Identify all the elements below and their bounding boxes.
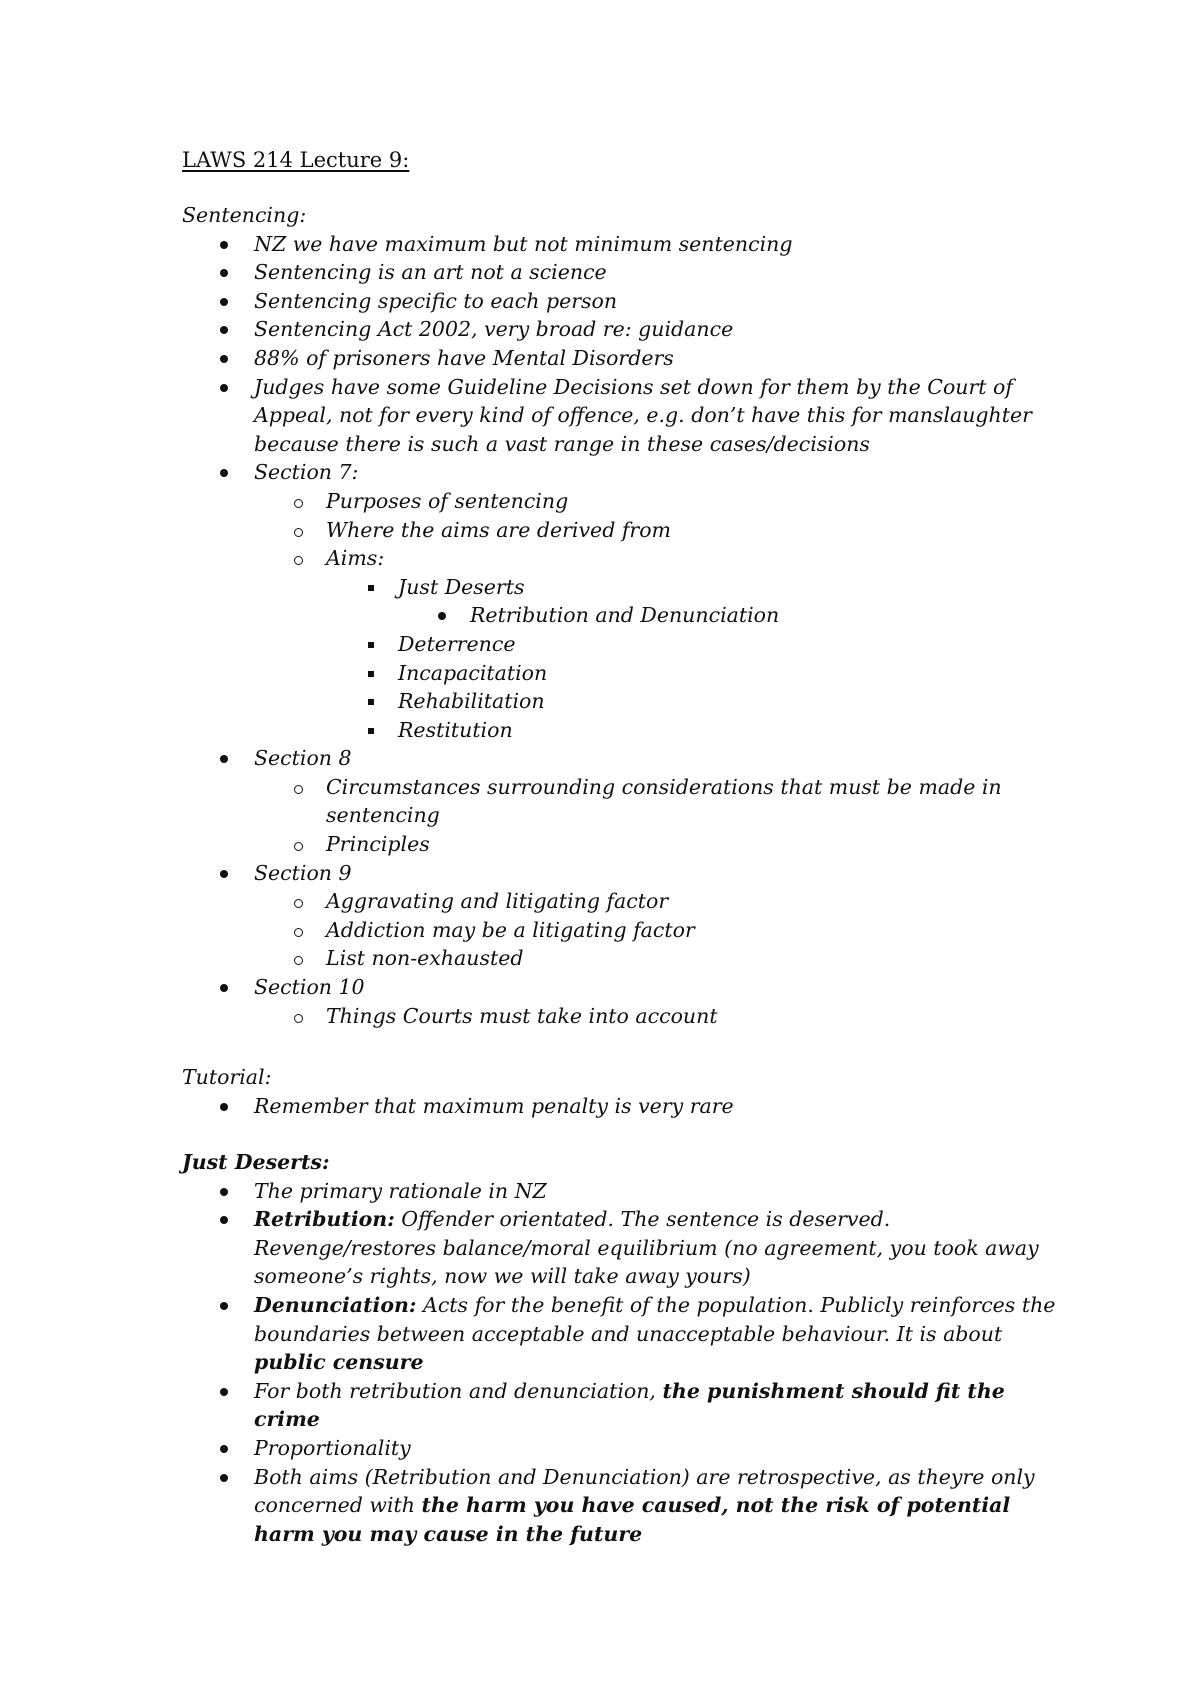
section-7-item: Section 7: (182, 458, 1062, 487)
list-item: List non-exhausted (182, 944, 1062, 973)
section-9-item: Section 9 (182, 859, 1062, 888)
list-item: Just Deserts (182, 573, 1062, 602)
list-item: Principles (182, 830, 1062, 859)
bullet-icon (220, 1188, 228, 1196)
list-item: Deterrence (182, 630, 1062, 659)
list-item: Remember that maximum penalty is very rare (182, 1092, 1062, 1121)
page-title: LAWS 214 Lecture 9: (182, 148, 410, 172)
bullet-icon (438, 612, 446, 620)
section-10-item: Section 10 (182, 973, 1062, 1002)
list-item: 88% of prisoners have Mental Disorders (182, 344, 1062, 373)
bullet-icon (220, 355, 228, 363)
list-item: Things Courts must take into account (182, 1002, 1062, 1031)
circle-bullet-icon (294, 899, 303, 908)
list-item: Proportionality (182, 1434, 1062, 1463)
bullet-icon (220, 269, 228, 277)
sentencing-section (182, 201, 1062, 1030)
bullet-icon (220, 1474, 228, 1482)
list-item: Both aims (Retribution and Denunciation) are retrospective, as theyre only concerned with the harm you have caused, not the risk of potential harm you may cause in the future (182, 1463, 1062, 1549)
circle-bullet-icon (294, 842, 303, 851)
square-bullet-icon (368, 585, 374, 591)
bullet-icon (220, 984, 228, 992)
list-item: Judges have some Guideline Decisions set down for them by the Court of Appeal, not for every kind of offence, e.g. don’t have this for manslaughter because there is such a vast range in these cases/decisions (182, 373, 1062, 459)
bullet-icon (220, 755, 228, 763)
circle-bullet-icon (294, 785, 303, 794)
list-item: Sentencing is an art not a science (182, 258, 1062, 287)
list-item: Purposes of sentencing (182, 487, 1062, 516)
list-item: The primary rationale in NZ (182, 1177, 1062, 1206)
just-deserts-list (182, 1177, 1062, 1549)
bullet-icon (220, 1216, 228, 1224)
list-item: Where the aims are derived from (182, 516, 1062, 545)
list-item: Rehabilitation (182, 687, 1062, 716)
circle-bullet-icon (294, 499, 303, 508)
square-bullet-icon (368, 728, 374, 734)
sentencing-heading: Sentencing: (182, 203, 307, 227)
bullet-icon (220, 1445, 228, 1453)
bullet-icon (220, 469, 228, 477)
list-item: Sentencing Act 2002, very broad re: guidance (182, 315, 1062, 344)
circle-bullet-icon (294, 956, 303, 965)
sentencing-list (182, 230, 1062, 1031)
just-deserts-section (182, 1148, 1062, 1548)
circle-bullet-icon (294, 556, 303, 565)
just-deserts-heading: Just Deserts: (182, 1150, 330, 1174)
tutorial-heading: Tutorial: (182, 1065, 272, 1089)
square-bullet-icon (368, 699, 374, 705)
tutorial-section (182, 1063, 1062, 1120)
bullet-icon (220, 326, 228, 334)
bullet-icon (220, 298, 228, 306)
circle-bullet-icon (294, 928, 303, 937)
bullet-icon (220, 1388, 228, 1396)
bullet-icon (220, 870, 228, 878)
list-item: Restitution (182, 716, 1062, 745)
section-8-item: Section 8 (182, 744, 1062, 773)
circle-bullet-icon (294, 1014, 303, 1023)
list-item: Aims: (182, 544, 1062, 573)
list-item: NZ we have maximum but not minimum sentencing (182, 230, 1062, 259)
list-item: Incapacitation (182, 659, 1062, 688)
list-item: Addiction may be a litigating factor (182, 916, 1062, 945)
bullet-icon (220, 1103, 228, 1111)
square-bullet-icon (368, 671, 374, 677)
list-item: For both retribution and denunciation, the punishment should fit the crime (182, 1377, 1062, 1434)
bullet-icon (220, 241, 228, 249)
list-item: Circumstances surrounding considerations that must be made in sentencing (182, 773, 1062, 830)
square-bullet-icon (368, 642, 374, 648)
circle-bullet-icon (294, 528, 303, 537)
list-item: Aggravating and litigating factor (182, 887, 1062, 916)
retribution-item: Retribution: Offender orientated. The sentence is deserved. Revenge/restores balance/moral equilibrium (no agreement, you took away someone’s rights, now we will take away yours) (182, 1205, 1062, 1291)
bullet-icon (220, 384, 228, 392)
tutorial-list (182, 1092, 1062, 1121)
denunciation-item: Denunciation: Acts for the benefit of the population. Publicly reinforces the boundaries between acceptable and unacceptable behaviour. It is about public censure (182, 1291, 1062, 1377)
bullet-icon (220, 1302, 228, 1310)
list-item: Retribution and Denunciation (182, 601, 1062, 630)
list-item: Sentencing specific to each person (182, 287, 1062, 316)
